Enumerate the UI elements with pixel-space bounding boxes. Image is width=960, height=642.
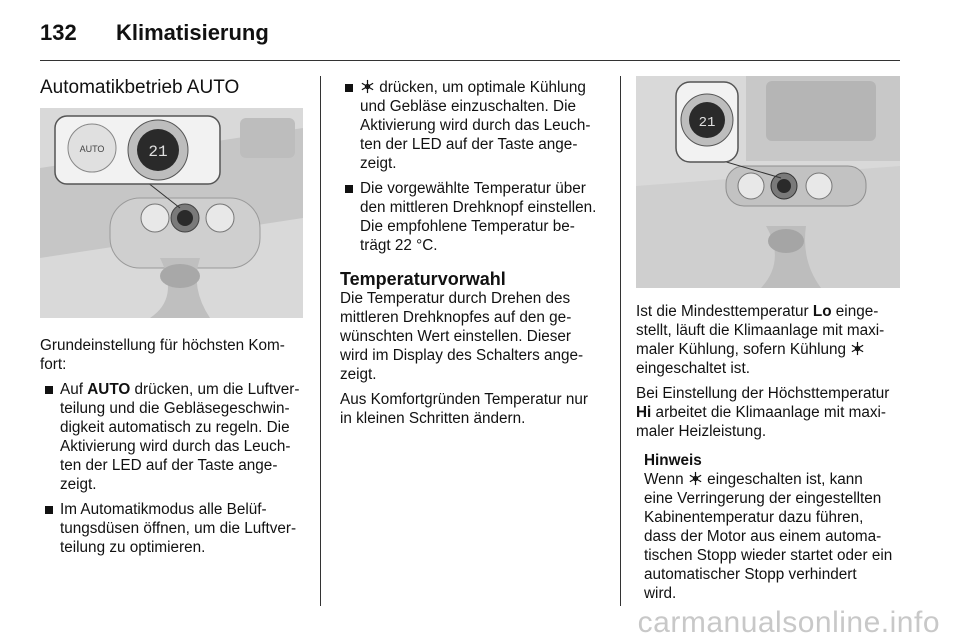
paragraph-text: eingeschaltet ist.: [636, 360, 750, 377]
snowflake-icon: [688, 471, 703, 486]
lo-keyword: Lo: [812, 303, 832, 320]
snowflake-icon: [850, 341, 865, 356]
list-item: [40, 500, 306, 557]
list-item: [340, 179, 608, 255]
bullet-text: Auf: [60, 381, 88, 398]
display-readout: 21: [698, 115, 716, 131]
display-readout: 21: [148, 143, 168, 161]
bullet-text: Im Automatikmodus alle Belüf- tungsdüsen öffnen, um die Luftver- teilung zu optimieren.: [60, 501, 297, 556]
list-item: [40, 380, 306, 494]
paragraph: Aus Komfortgründen Temperatur nur in kleinen Schritten ändern.: [340, 391, 588, 427]
page-number: 132: [40, 20, 77, 45]
column-2: [340, 78, 608, 428]
bullet-marker: [345, 185, 353, 193]
paragraph: [636, 302, 902, 378]
column-1: [40, 78, 306, 97]
paragraph-text: Wenn: [644, 471, 688, 488]
list-item: [340, 78, 608, 173]
paragraph: Die Temperatur durch Drehen des mittleren Drehknopfes auf den ge- wünschten Wert einstellen. Dieser wird im Display des Schalters ange- zeigt.: [340, 290, 584, 383]
snowflake-icon: [360, 79, 375, 94]
note-text: [644, 470, 902, 603]
hi-keyword: Hi: [636, 404, 652, 421]
column-3-body: [636, 302, 902, 603]
intro-text: Grundeinstellung für höchsten Kom- fort:: [40, 337, 285, 373]
bullet-text: drücken, um die Luftver- teilung und die Gebläsegeschwin- digkeit automatisch zu regeln. Die Aktivierung wird durch das Leuch- ten der LED auf der Taste ange- zeigt.: [60, 381, 300, 493]
paragraph: [636, 384, 902, 441]
bullet-text: drücken, um optimale Kühlung und Gebläse einzuschalten. Die Aktivierung wird durch das Leuch- ten der LED auf der Taste ange- zeigt.: [360, 79, 591, 172]
bullet-text: Die vorgewählte Temperatur über den mittleren Drehknopf einstellen. Die empfohlene Temperatur be- trägt 22 °C.: [360, 180, 597, 254]
auto-label: AUTO: [79, 144, 105, 154]
bullet-marker: [45, 506, 53, 514]
note-box: [636, 451, 902, 603]
header-rule: [40, 60, 900, 61]
subheading-temperature: Temperaturvorwahl: [340, 269, 506, 289]
bullet-marker: [345, 84, 353, 92]
column-divider-2: [620, 76, 621, 606]
climate-control-illustration-1: [40, 108, 303, 318]
column-1-body: [40, 336, 306, 557]
chapter-title: Klimatisierung: [116, 20, 269, 45]
paragraph-text: einge- stellt, läuft die Klimaanlage mit maxi- maler Kühlung, sofern Kühlung: [636, 303, 885, 358]
note-title: Hinweis: [644, 452, 702, 469]
paragraph-text: Ist die Mindesttemperatur: [636, 303, 813, 320]
auto-keyword: AUTO: [87, 381, 131, 398]
paragraph-text: Bei Einstellung der Höchsttemperatur: [636, 385, 890, 402]
climate-control-illustration-2: [636, 76, 900, 288]
paragraph-text: eingeschalten ist, kann eine Verringerung der eingestellten Kabinentemperatur dazu führen, dass der Motor aus einem automa- tischen Stopp wieder startet oder ein automatischer Stopp verhindert wird.: [644, 471, 893, 602]
bullet-marker: [45, 386, 53, 394]
section-heading: Automatikbetrieb AUTO: [40, 77, 240, 98]
column-divider-1: [320, 76, 321, 606]
watermark: carmanualsonline.info: [637, 606, 940, 639]
paragraph-text: arbeitet die Klimaanlage mit maxi- maler Heizleistung.: [636, 404, 886, 440]
